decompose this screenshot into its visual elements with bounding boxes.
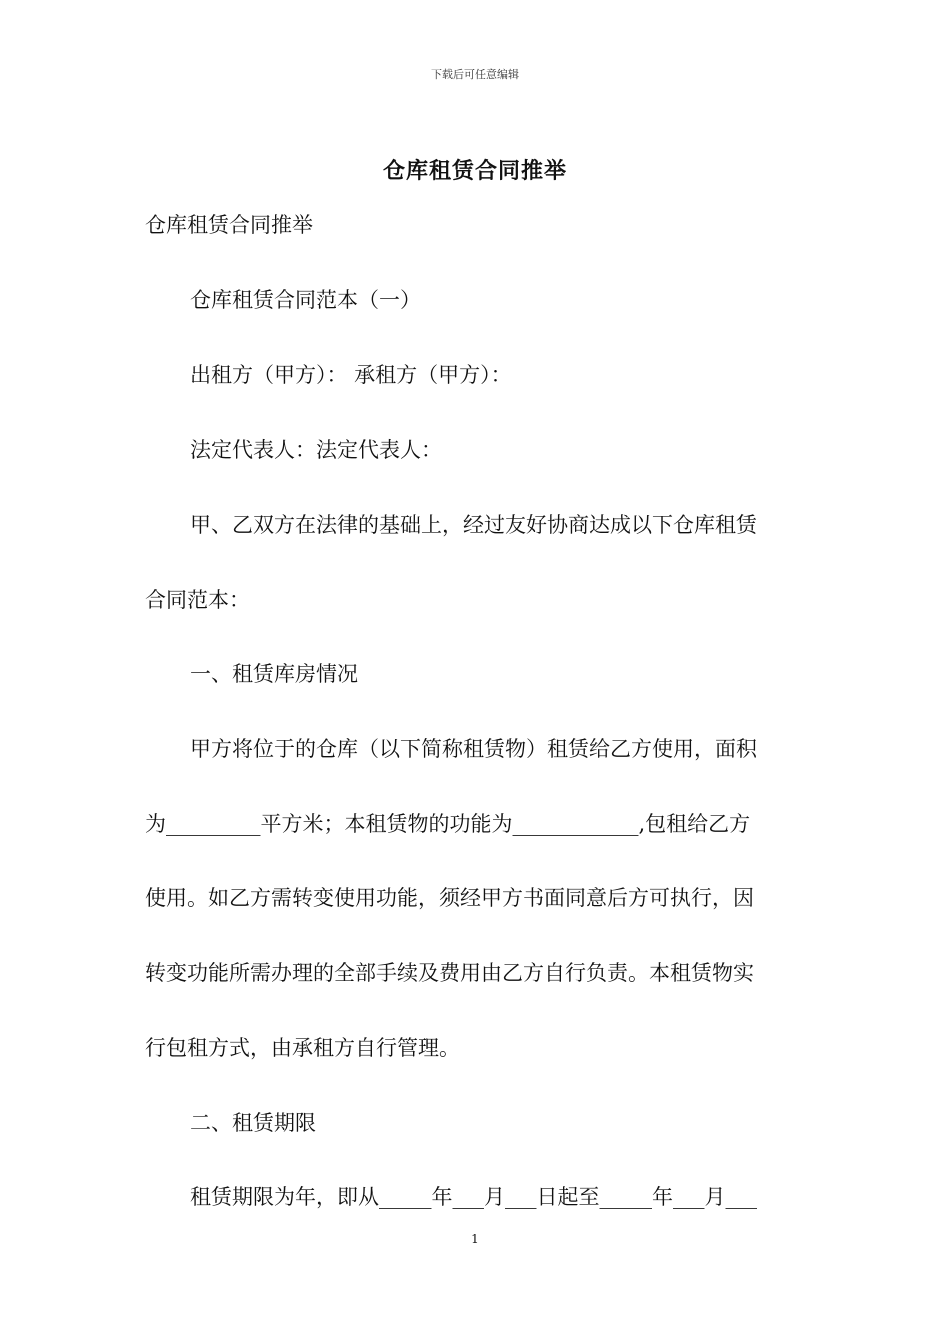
subtitle-line: 仓库租赁合同推举 (145, 213, 313, 237)
page-number: 1 (471, 1232, 479, 1246)
header-note: 下载后可任意编辑 (431, 68, 519, 81)
section-heading: 一、租赁库房情况 (190, 662, 358, 686)
document-title: 仓库租赁合同推举 (382, 158, 567, 184)
intro-paragraph-line: 甲、乙双方在法律的基础上，经过友好协商达成以下仓库租赁 (190, 513, 757, 537)
section1-paragraph-line: 转变功能所需办理的全部手续及费用由乙方自行负责。本租赁物实 (145, 961, 754, 985)
parties-line: 出租方（甲方）： 承租方（甲方）： (190, 363, 512, 387)
section1-paragraph-line: 使用。如乙方需转变使用功能，须经甲方书面同意后方可执行，因 (145, 886, 754, 910)
intro-paragraph-line: 合同范本： (145, 588, 250, 612)
section2-paragraph-line: 租赁期限为年，即从_____年___月___日起至_____年___月___ (190, 1185, 757, 1209)
section1-paragraph-line: 行包租方式，由承租方自行管理。 (145, 1036, 460, 1060)
section1-paragraph-line: 甲方将位于的仓库（以下简称租赁物）租赁给乙方使用，面积 (190, 737, 757, 761)
section-heading: 二、租赁期限 (190, 1111, 316, 1135)
representatives-line: 法定代表人：法定代表人： (190, 438, 442, 462)
template-heading: 仓库租赁合同范本（一） (190, 288, 421, 312)
section1-paragraph-line: 为_________平方米；本租赁物的功能为____________,包租给乙方 (145, 812, 751, 836)
